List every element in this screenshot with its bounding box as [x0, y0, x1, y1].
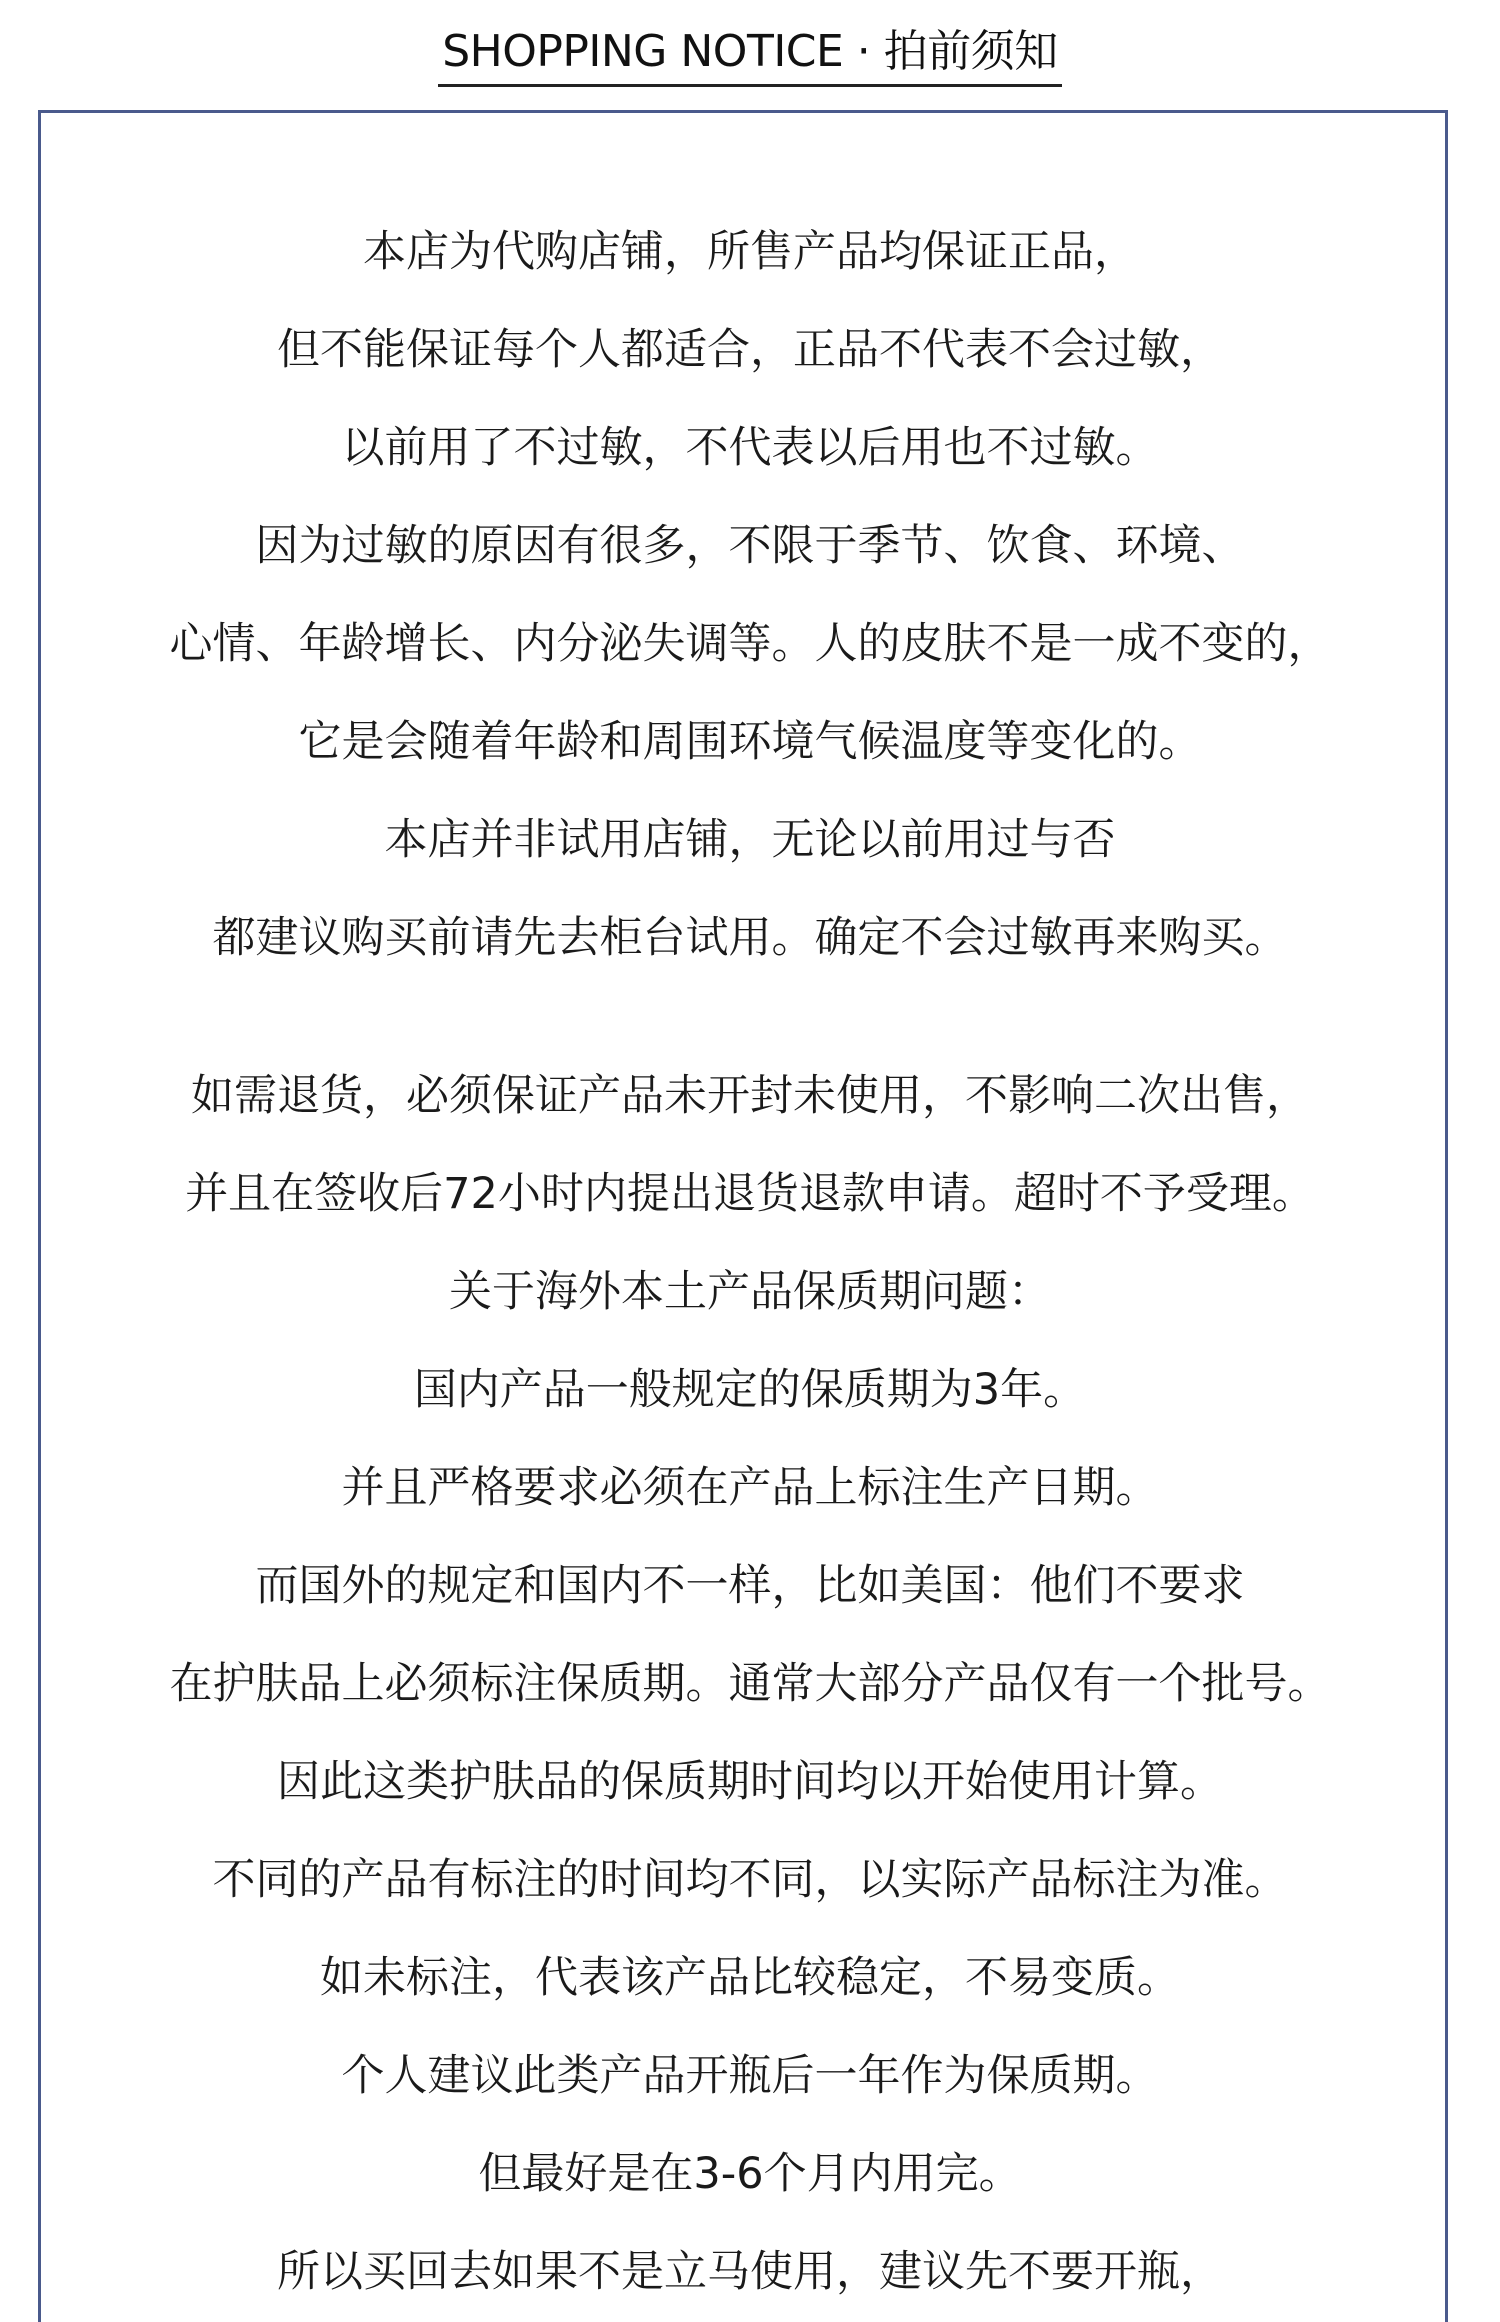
notice-line: 如未标注，代表该产品比较稳定，不易变质。	[320, 1953, 1180, 2003]
notice-line: 都建议购买前请先去柜台试用。确定不会过敏再来购买。	[212, 913, 1288, 963]
notice-line: 国内产品一般规定的保质期为3年。	[413, 1365, 1087, 1415]
notice-line: 心情、年龄增长、内分泌失调等。人的皮肤不是一成不变的，	[169, 619, 1331, 669]
notice-line: 并且严格要求必须在产品上标注生产日期。	[341, 1463, 1159, 1513]
notice-line: 因此这类护肤品的保质期时间均以开始使用计算。	[277, 1757, 1223, 1807]
notice-line: 并且在签收后72小时内提出退货退款申请。超时不予受理。	[185, 1169, 1315, 1219]
notice-line: 不同的产品有标注的时间均不同，以实际产品标注为准。	[212, 1855, 1288, 1905]
page-title: SHOPPING NOTICE · 拍前须知	[438, 22, 1062, 87]
notice-line: 在护肤品上必须标注保质期。通常大部分产品仅有一个批号。	[169, 1659, 1331, 1709]
notice-line: 个人建议此类产品开瓶后一年作为保质期。	[341, 2051, 1159, 2101]
notice-line: 本店为代购店铺，所售产品均保证正品，	[363, 227, 1137, 277]
notice-line: 以前用了不过敏，不代表以后用也不过敏。	[341, 423, 1159, 473]
notice-line: 它是会随着年龄和周围环境气候温度等变化的。	[298, 717, 1202, 767]
notice-line: 所以买回去如果不是立马使用，建议先不要开瓶，	[277, 2247, 1223, 2297]
notice-header	[0, 22, 1500, 87]
notice-line: 如需退货，必须保证产品未开封未使用，不影响二次出售，	[191, 1071, 1309, 1121]
notice-line: 关于海外本土产品保质期问题：	[449, 1267, 1051, 1317]
notice-line: 但不能保证每个人都适合，正品不代表不会过敏，	[277, 325, 1223, 375]
notice-line: 本店并非试用店铺，无论以前用过与否	[384, 815, 1116, 865]
notice-line: 而国外的规定和国内不一样，比如美国：他们不要求	[255, 1561, 1245, 1611]
notice-line: 但最好是在3-6个月内用完。	[478, 2149, 1022, 2199]
notice-line: 因为过敏的原因有很多，不限于季节、饮食、环境、	[255, 521, 1245, 571]
